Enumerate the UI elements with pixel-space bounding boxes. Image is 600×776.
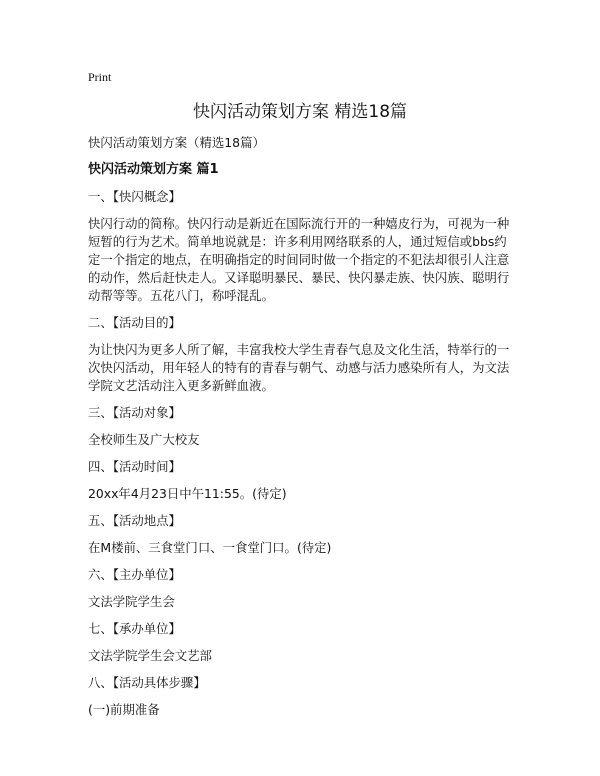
section-body: 快闪行动的简称。快闪行动是新近在国际流行开的一种嬉皮行为，可视为一种短暂的行为艺术。简单地说就是：许多利用网络联系的人，通过短信或bbs约定一个指定的地点，在明确指定的时间同时做一个指定的不犯法却很引人注意的动作，然后赶快走人。又译聪明暴民、暴民、快闪暴走族、快闪族、聪明行动帮等等。五花八门，称呼混乱。	[88, 216, 510, 303]
section-body: (一)前期准备	[88, 702, 160, 717]
section-heading: 二、【活动目的】	[88, 315, 181, 330]
print-link[interactable]: Print	[88, 70, 112, 84]
section-heading: 四、【活动时间】	[88, 459, 181, 474]
document-body	[88, 134, 518, 728]
page-title: 快闪活动策划方案 精选18篇	[192, 102, 408, 122]
section-heading: 一、【快闪概念】	[88, 189, 181, 204]
section-body: 文法学院学生会	[88, 594, 175, 609]
section-heading: 七、【承办单位】	[88, 621, 181, 636]
section-body: 在M楼前、三食堂门口、一食堂门口。(待定)	[88, 540, 332, 555]
section-heading: 五、【活动地点】	[88, 513, 181, 528]
section-body: 文法学院学生会文艺部	[88, 648, 212, 663]
section-body: 20xx年4月23日中午11:55。(待定)	[88, 486, 287, 501]
section-heading: 八、【活动具体步骤】	[88, 675, 206, 690]
section-heading: 六、【主办单位】	[88, 567, 181, 582]
section-body: 为让快闪为更多人所了解，丰富我校大学生青春气息及文化生活，特举行的一次快闪活动，用年轻人的特有的青春与朝气、动感与活力感染所有人，为文法学院文艺活动注入更多新鲜血液。	[88, 342, 510, 393]
chapter-heading: 快闪活动策划方案 篇1	[88, 162, 219, 177]
document-subtitle: 快闪活动策划方案（精选18篇）	[88, 135, 265, 150]
section-heading: 三、【活动对象】	[88, 405, 181, 420]
section-body: 全校师生及广大校友	[88, 432, 200, 447]
